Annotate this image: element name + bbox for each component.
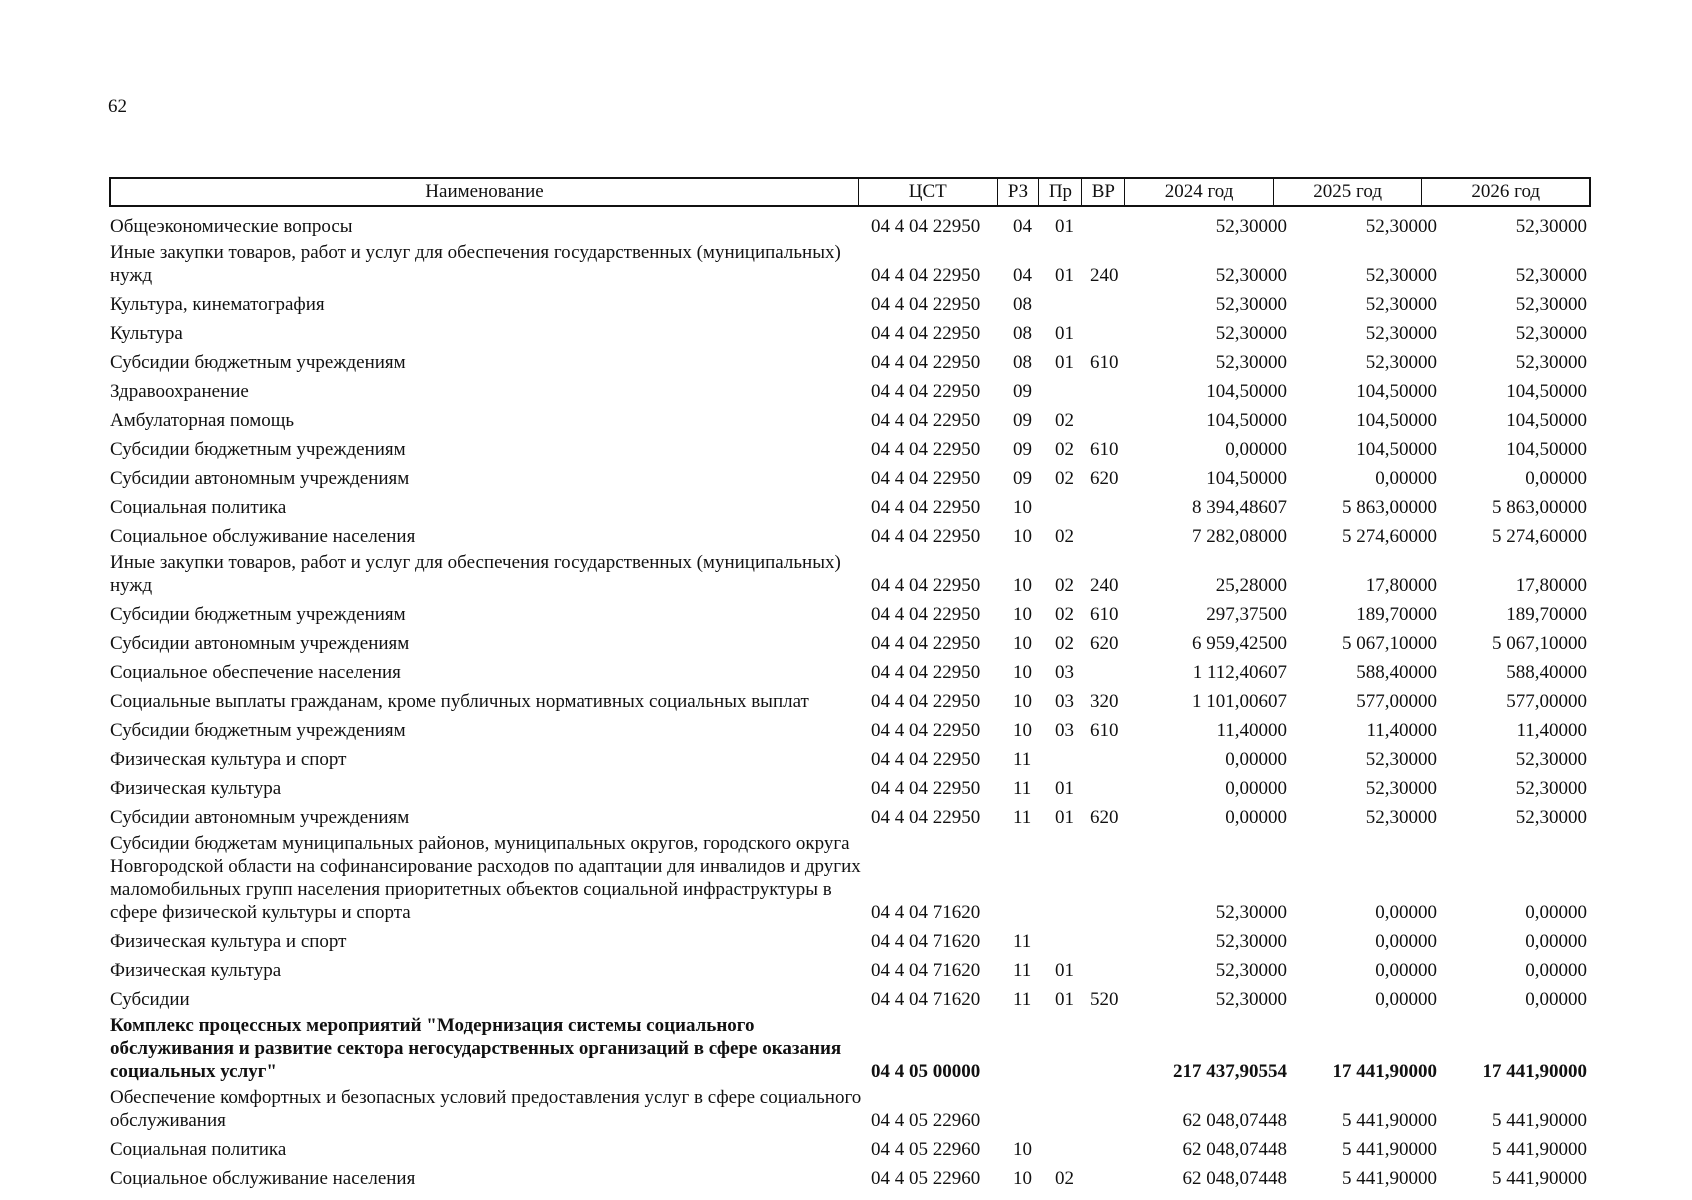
row-vr [1090, 684, 1135, 687]
row-2024: 52,30000 [1215, 294, 1287, 315]
row-2026: 0,00000 [1525, 931, 1587, 952]
row-cst: 04 4 05 22960 [871, 1168, 981, 1189]
table-row [110, 522, 1600, 551]
row-pr [1045, 1083, 1090, 1086]
row-2026: 5 441,90000 [1492, 1110, 1587, 1131]
table-row [110, 290, 1600, 319]
row-name: Общеэкономические вопросы [110, 216, 353, 237]
row-2026: 5 274,60000 [1492, 526, 1587, 547]
row-cst: 04 4 04 22950 [871, 778, 981, 799]
table-row [110, 1135, 1600, 1164]
row-2026: 52,30000 [1515, 323, 1587, 344]
header-2026: 2026 год [1471, 181, 1541, 202]
row-2024: 52,30000 [1215, 931, 1287, 952]
table-row [110, 435, 1600, 464]
row-2024: 0,00000 [1225, 778, 1287, 799]
row-name: Социальная политика [110, 1139, 287, 1160]
row-name: Социальное обслуживание населения [110, 1168, 416, 1189]
row-pr: 02 [1055, 468, 1074, 489]
row-cst: 04 4 04 22950 [871, 662, 981, 683]
row-name: Здравоохранение [110, 381, 249, 402]
table-row [110, 406, 1600, 435]
row-2024: 1 112,40607 [1192, 662, 1287, 683]
table-row [110, 774, 1600, 803]
table-row [110, 1014, 1600, 1086]
row-cst: 04 4 04 22950 [871, 720, 981, 741]
row-2026: 104,50000 [1506, 410, 1587, 431]
row-2025: 577,00000 [1356, 691, 1437, 712]
row-vr [1090, 548, 1135, 551]
row-cst: 04 4 04 22950 [871, 691, 981, 712]
row-2025: 0,00000 [1375, 468, 1437, 489]
header-pr: Пр [1039, 179, 1082, 205]
row-2026: 52,30000 [1515, 265, 1587, 286]
row-pr: 01 [1055, 989, 1074, 1010]
row-rz [1005, 1132, 1045, 1135]
row-pr: 02 [1055, 439, 1074, 460]
row-2024: 104,50000 [1206, 410, 1287, 431]
row-cst: 04 4 04 22950 [871, 439, 981, 460]
row-2026: 189,70000 [1506, 604, 1587, 625]
row-2025: 5 274,60000 [1342, 526, 1437, 547]
row-vr [1090, 982, 1135, 985]
row-2024: 52,30000 [1215, 265, 1287, 286]
row-2025: 52,30000 [1365, 807, 1437, 828]
row-pr [1045, 316, 1090, 319]
row-2026: 104,50000 [1506, 439, 1587, 460]
row-2024: 52,30000 [1215, 216, 1287, 237]
row-2024: 217 437,90554 [1173, 1061, 1287, 1082]
row-2025: 5 863,00000 [1342, 497, 1437, 518]
row-pr: 01 [1055, 352, 1074, 373]
row-2026: 0,00000 [1525, 960, 1587, 981]
row-pr: 01 [1055, 778, 1074, 799]
row-pr [1045, 1132, 1090, 1135]
row-2024: 52,30000 [1215, 960, 1287, 981]
row-2024: 7 282,08000 [1192, 526, 1287, 547]
row-rz: 09 [1013, 468, 1032, 489]
row-vr [1090, 316, 1135, 319]
row-2025: 0,00000 [1375, 960, 1437, 981]
row-2025: 52,30000 [1365, 778, 1437, 799]
row-rz: 10 [1013, 720, 1032, 741]
row-2026: 0,00000 [1525, 989, 1587, 1010]
row-pr: 02 [1055, 604, 1074, 625]
row-cst: 04 4 05 22960 [871, 1139, 981, 1160]
row-name: Субсидии автономным учреждениям [110, 807, 410, 828]
row-cst: 04 4 04 71620 [871, 989, 981, 1010]
row-vr [1090, 519, 1135, 522]
row-2026: 0,00000 [1525, 902, 1587, 923]
row-2025: 52,30000 [1365, 749, 1437, 770]
row-2025: 104,50000 [1356, 410, 1437, 431]
row-vr: 610 [1090, 439, 1119, 460]
row-name: Субсидии [110, 989, 190, 1010]
row-rz: 10 [1013, 1139, 1032, 1160]
row-rz: 10 [1013, 633, 1032, 654]
row-cst: 04 4 04 22950 [871, 265, 981, 286]
row-vr: 240 [1090, 575, 1119, 596]
table-row [110, 1164, 1600, 1193]
row-cst: 04 4 05 22960 [871, 1110, 981, 1131]
row-pr: 03 [1055, 720, 1074, 741]
row-2026: 0,00000 [1525, 468, 1587, 489]
table-row [110, 319, 1600, 348]
row-vr: 620 [1090, 633, 1119, 654]
row-name: Субсидии бюджетным учреждениям [110, 720, 406, 741]
row-2024: 52,30000 [1215, 352, 1287, 373]
row-rz: 10 [1013, 575, 1032, 596]
row-2024: 52,30000 [1215, 323, 1287, 344]
row-2025: 5 067,10000 [1342, 633, 1437, 654]
row-cst: 04 4 04 22950 [871, 468, 981, 489]
row-2026: 588,40000 [1506, 662, 1587, 683]
row-2026: 11,40000 [1516, 720, 1587, 741]
table-row [110, 241, 1600, 290]
row-rz: 11 [1013, 931, 1032, 952]
row-name: Культура, кинематография [110, 294, 325, 315]
table-row [110, 832, 1600, 927]
row-pr [1045, 953, 1090, 956]
row-name: Иные закупки товаров, работ и услуг для обеспечения государственных (муниципальных) нужд [110, 552, 841, 596]
row-cst: 04 4 04 22950 [871, 410, 981, 431]
row-pr: 02 [1055, 526, 1074, 547]
row-rz: 04 [1013, 265, 1032, 286]
row-2025: 588,40000 [1356, 662, 1437, 683]
row-vr [1090, 1083, 1135, 1086]
row-name: Субсидии бюджетным учреждениям [110, 604, 406, 625]
row-2024: 11,40000 [1216, 720, 1287, 741]
row-vr: 610 [1090, 720, 1119, 741]
row-2024: 62 048,07448 [1182, 1139, 1287, 1160]
row-2026: 52,30000 [1515, 807, 1587, 828]
row-cst: 04 4 04 22950 [871, 323, 981, 344]
row-2024: 1 101,00607 [1192, 691, 1287, 712]
row-pr: 01 [1055, 323, 1074, 344]
row-rz: 11 [1013, 989, 1032, 1010]
header-name: Наименование [111, 179, 859, 205]
row-cst: 04 4 04 22950 [871, 526, 981, 547]
header-2025: 2025 год [1274, 179, 1423, 205]
row-name: Субсидии бюджетным учреждениям [110, 352, 406, 373]
row-2025: 0,00000 [1375, 989, 1437, 1010]
row-vr: 520 [1090, 989, 1119, 1010]
row-vr [1090, 771, 1135, 774]
row-2025: 52,30000 [1365, 323, 1437, 344]
table-row [110, 658, 1600, 687]
row-pr [1045, 924, 1090, 927]
row-vr [1090, 238, 1135, 241]
table-body [110, 212, 1600, 1193]
row-rz: 11 [1013, 807, 1032, 828]
row-2026: 52,30000 [1515, 778, 1587, 799]
row-2025: 104,50000 [1356, 381, 1437, 402]
row-2026: 52,30000 [1515, 749, 1587, 770]
table-row [110, 551, 1600, 600]
row-name: Обеспечение комфортных и безопасных условий предоставления услуг в сфере социального обслуживания [110, 1087, 862, 1131]
row-pr: 02 [1055, 575, 1074, 596]
table-row [110, 629, 1600, 658]
row-2026: 52,30000 [1515, 216, 1587, 237]
row-rz: 11 [1013, 778, 1032, 799]
row-cst: 04 4 04 22950 [871, 352, 981, 373]
row-name: Социальное обслуживание населения [110, 526, 416, 547]
row-rz: 08 [1013, 352, 1032, 373]
table-row [110, 745, 1600, 774]
row-2025: 0,00000 [1375, 931, 1437, 952]
row-name: Комплекс процессных мероприятий "Модернизация системы социального обслуживания и развитие сектора негосударственных организаций в сфере оказания социальных услуг" [110, 1015, 842, 1082]
row-2025: 52,30000 [1365, 352, 1437, 373]
row-vr: 610 [1090, 352, 1119, 373]
table-row [110, 803, 1600, 832]
row-pr [1045, 403, 1090, 406]
row-2024: 52,30000 [1215, 902, 1287, 923]
row-pr [1045, 519, 1090, 522]
row-vr [1090, 800, 1135, 803]
table-row [110, 927, 1600, 956]
row-name: Социальные выплаты гражданам, кроме публичных нормативных социальных выплат [110, 691, 809, 712]
row-cst: 04 4 04 22950 [871, 749, 981, 770]
row-name: Субсидии автономным учреждениям [110, 633, 410, 654]
row-name: Физическая культура [110, 778, 282, 799]
row-cst: 04 4 04 22950 [871, 575, 981, 596]
row-2025: 189,70000 [1356, 604, 1437, 625]
row-vr [1090, 953, 1135, 956]
row-rz: 10 [1013, 604, 1032, 625]
row-cst: 04 4 04 71620 [871, 960, 981, 981]
row-pr: 02 [1055, 410, 1074, 431]
row-2025: 104,50000 [1356, 439, 1437, 460]
row-rz: 08 [1013, 294, 1032, 315]
row-2026: 5 441,90000 [1492, 1139, 1587, 1160]
row-name: Социальное обеспечение населения [110, 662, 401, 683]
table-row [110, 985, 1600, 1014]
row-vr [1090, 924, 1135, 927]
row-name: Культура [110, 323, 183, 344]
row-vr [1090, 432, 1135, 435]
page-number: 62 [108, 96, 127, 117]
row-2026: 17,80000 [1515, 575, 1587, 596]
table-row [110, 1086, 1600, 1135]
row-cst: 04 4 04 22950 [871, 633, 981, 654]
row-rz: 10 [1013, 526, 1032, 547]
row-2024: 0,00000 [1225, 749, 1287, 770]
header-vr: ВР [1082, 179, 1125, 205]
row-cst: 04 4 04 22950 [871, 807, 981, 828]
row-rz: 10 [1013, 691, 1032, 712]
row-2026: 52,30000 [1515, 294, 1587, 315]
row-vr [1090, 1161, 1135, 1164]
row-vr: 620 [1090, 468, 1119, 489]
row-pr: 01 [1055, 216, 1074, 237]
row-rz: 10 [1013, 662, 1032, 683]
row-vr: 610 [1090, 604, 1119, 625]
row-vr: 320 [1090, 691, 1119, 712]
row-2024: 0,00000 [1225, 807, 1287, 828]
row-2025: 17,80000 [1365, 575, 1437, 596]
row-name: Физическая культура [110, 960, 282, 981]
row-vr [1090, 1190, 1135, 1193]
row-2024: 62 048,07448 [1182, 1168, 1287, 1189]
row-rz: 04 [1013, 216, 1032, 237]
row-2024: 52,30000 [1215, 989, 1287, 1010]
table-row [110, 600, 1600, 629]
row-2026: 577,00000 [1506, 691, 1587, 712]
row-pr: 03 [1055, 662, 1074, 683]
table-row [110, 377, 1600, 406]
row-2026: 104,50000 [1506, 381, 1587, 402]
row-pr: 03 [1055, 691, 1074, 712]
row-2025: 5 441,90000 [1342, 1139, 1437, 1160]
row-rz [1005, 1083, 1045, 1086]
table-row [110, 493, 1600, 522]
row-cst: 04 4 04 22950 [871, 604, 981, 625]
row-2025: 52,30000 [1365, 216, 1437, 237]
row-cst: 04 4 04 22950 [871, 216, 981, 237]
row-cst: 04 4 04 71620 [871, 931, 981, 952]
row-vr [1090, 403, 1135, 406]
row-2026: 5 441,90000 [1492, 1168, 1587, 1189]
row-pr [1045, 1161, 1090, 1164]
header-2024: 2024 год [1125, 179, 1274, 205]
row-2025: 52,30000 [1365, 294, 1437, 315]
row-rz: 09 [1013, 410, 1032, 431]
row-pr: 02 [1055, 633, 1074, 654]
table-row [110, 464, 1600, 493]
row-name: Иные закупки товаров, работ и услуг для обеспечения государственных (муниципальных) нужд [110, 242, 841, 286]
row-2025: 52,30000 [1365, 265, 1437, 286]
row-cst: 04 4 05 00000 [871, 1061, 981, 1082]
row-name: Субсидии бюджетам муниципальных районов, муниципальных округов, городского округа Новгородской области на софинансирование расходов по адаптации для инвалидов и других маломобильных групп населения приоритетных объектов социальной инфраструктуры в сфере физической культуры и спорта [110, 833, 861, 923]
row-2024: 104,50000 [1206, 468, 1287, 489]
row-2024: 104,50000 [1206, 381, 1287, 402]
row-name: Физическая культура и спорт [110, 931, 347, 952]
row-rz: 10 [1013, 1168, 1032, 1189]
row-cst: 04 4 04 22950 [871, 294, 981, 315]
row-2024: 8 394,48607 [1192, 497, 1287, 518]
row-name: Физическая культура и спорт [110, 749, 347, 770]
row-rz: 10 [1013, 497, 1032, 518]
row-2025: 0,00000 [1375, 902, 1437, 923]
row-rz: 09 [1013, 439, 1032, 460]
row-2024: 6 959,42500 [1192, 633, 1287, 654]
row-pr: 01 [1055, 807, 1074, 828]
row-pr: 01 [1055, 265, 1074, 286]
row-vr [1090, 345, 1135, 348]
row-name: Амбулаторная помощь [110, 410, 295, 431]
table-row [110, 716, 1600, 745]
row-2024: 297,37500 [1206, 604, 1287, 625]
row-2025: 11,40000 [1366, 720, 1437, 741]
row-name: Субсидии автономным учреждениям [110, 468, 410, 489]
row-2026: 17 441,90000 [1482, 1061, 1587, 1082]
row-name: Социальная политика [110, 497, 287, 518]
table-row [110, 348, 1600, 377]
row-rz: 11 [1013, 960, 1032, 981]
row-name: Субсидии бюджетным учреждениям [110, 439, 406, 460]
table-row [110, 956, 1600, 985]
row-2024: 62 048,07448 [1182, 1110, 1287, 1131]
row-cst: 04 4 04 22950 [871, 497, 981, 518]
row-rz: 09 [1013, 381, 1032, 402]
row-rz [1005, 924, 1045, 927]
table-row [110, 212, 1600, 241]
row-vr: 240 [1090, 265, 1119, 286]
row-rz: 11 [1013, 749, 1032, 770]
table-row [110, 687, 1600, 716]
row-2026: 5 067,10000 [1492, 633, 1587, 654]
row-2024: 0,00000 [1225, 439, 1287, 460]
row-2025: 5 441,90000 [1342, 1168, 1437, 1189]
row-2024: 25,28000 [1215, 575, 1287, 596]
row-cst: 04 4 04 71620 [871, 902, 981, 923]
row-2026: 52,30000 [1515, 352, 1587, 373]
row-2025: 17 441,90000 [1332, 1061, 1437, 1082]
table-header [109, 177, 1591, 207]
row-vr [1090, 1132, 1135, 1135]
row-pr: 01 [1055, 960, 1074, 981]
row-vr: 620 [1090, 807, 1119, 828]
row-rz: 08 [1013, 323, 1032, 344]
header-cst: ЦСТ [859, 179, 998, 205]
header-rz: РЗ [998, 179, 1040, 205]
row-cst: 04 4 04 22950 [871, 381, 981, 402]
row-2025: 5 441,90000 [1342, 1110, 1437, 1131]
row-pr [1045, 771, 1090, 774]
row-2026: 5 863,00000 [1492, 497, 1587, 518]
row-pr: 02 [1055, 1168, 1074, 1189]
